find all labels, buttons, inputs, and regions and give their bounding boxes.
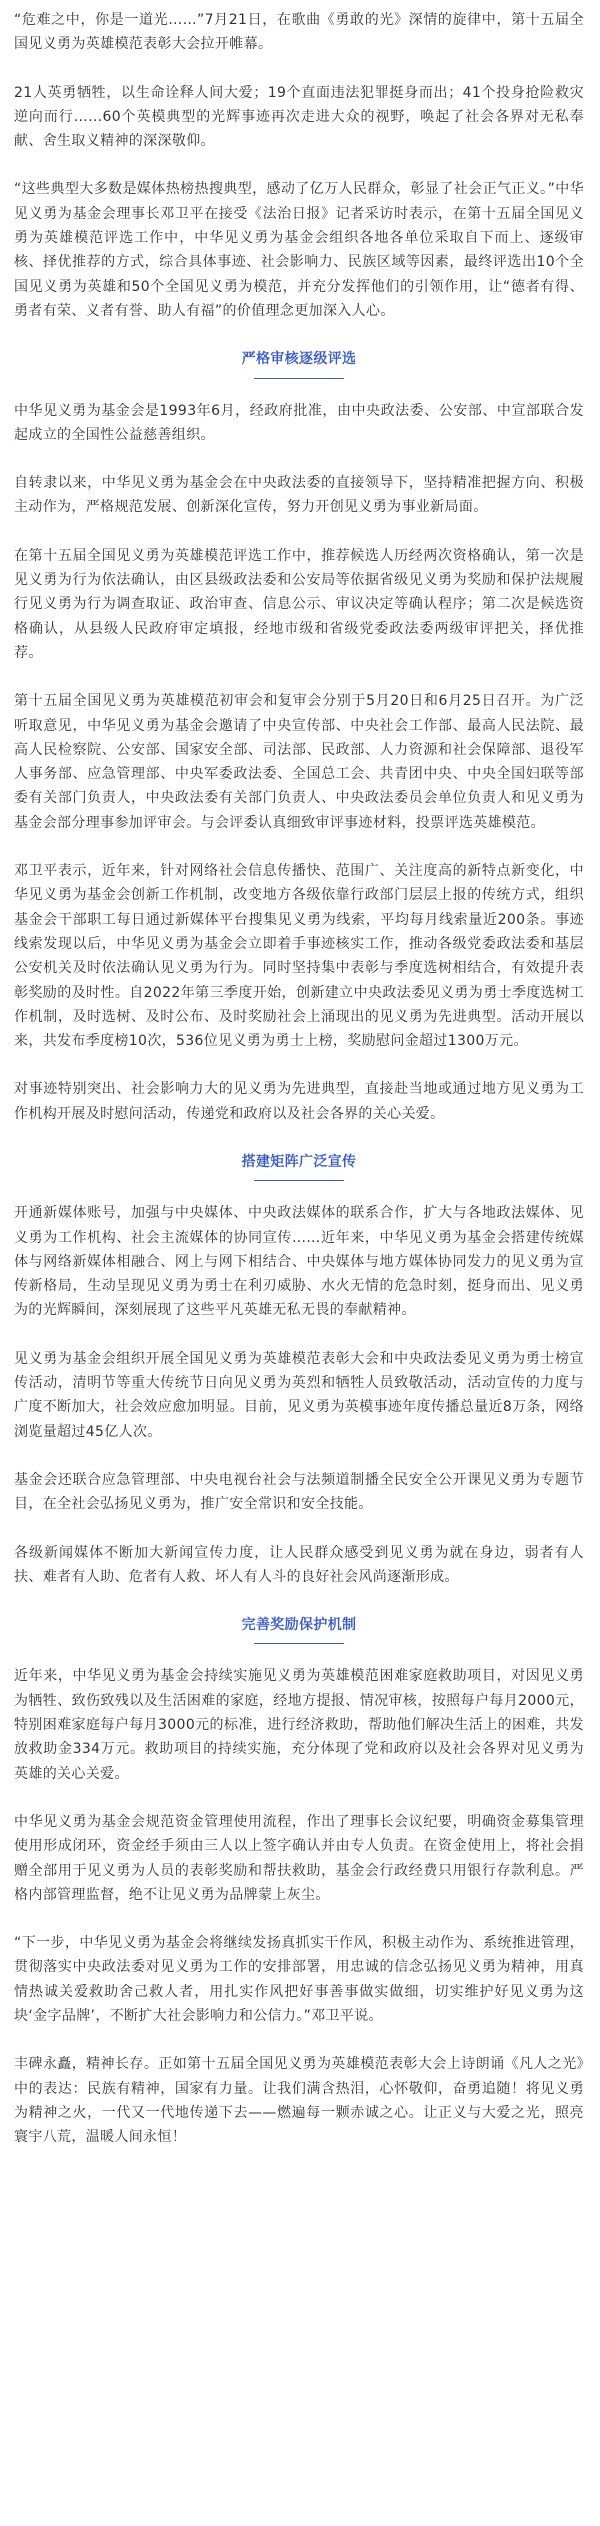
paragraph-casualties: 21人英勇牺牲，以生命诠释人间大爱；19个直面违法犯罪挺身而出；41个投身抢险救灾逆向而行……60个英模典型的光辉事迹再次走进大众的视野，唤起了社会各界对无私奉献、舍生取义精神的深深敬仰。	[14, 84, 584, 150]
paragraph-safety-program: 基金会还联合应急管理部、中央电视台社会与法频道制播全民安全公开课见义勇为专题节目，在全社会弘扬见义勇为，推广安全常识和安全技能。	[14, 1471, 584, 1513]
paragraph-media-matrix: 开通新媒体账号，加强与中央媒体、中央政法媒体的联系合作，扩大与各地政法媒体、见义勇为工作机构、社会主流媒体的协同宣传……近年来，中华见义勇为基金会搭建传统媒体与网络新媒体相融合、网上与网下相结合、中央媒体与地方媒体协同发力的见义勇为宣传新格局，生动呈现见义勇为勇士在利刃威胁、水火无情的危急时刻，挺身而出、见义勇为的光辉瞬间，深刻展现了这些平凡英雄无私无畏的奉献精神。	[14, 1205, 584, 1319]
paragraph-closing: 丰碑永矗，精神长存。正如第十五届全国见义勇为英雄模范表彰大会上诗朗诵《凡人之光》中的表达：民族有精神，国家有力量。让我们满含热泪，心怀敬仰，奋勇追随！将见义勇为精神之火，一代又一代地传递下去——燃遍每一颗赤诚之心。让正义与大爱之光，照亮寰宇八荒，温暖人间永恒！	[14, 2056, 584, 2146]
paragraph-confirmation: 在第十五届全国见义勇为英雄模范评选工作中，推荐候选人历经两次资格确认，第一次是见义勇为行为依法确认，由区县级政法委和公安局等依据省级见义勇为奖励和保护法规履行见义勇为行为调查取证、政治审查、信息公示、审议决定等确认程序；第二次是候选资格确认，从县级人民政府审定填报，经地市级和省级党委政法委两级审评把关，择优推荐。	[14, 547, 584, 661]
paragraph-review-meeting: 第十五届全国见义勇为英雄模范初审会和复审会分别于5月20日和6月25日召开。为广泛听取意见，中华见义勇为基金会邀请了中央宣传部、中央社会工作部、最高人民法院、最高人民检察院、公安部、国家安全部、司法部、民政部、人力资源和社会保障部、退役军人事务部、应急管理部、中央军委政法委、全国总工会、共青团中央、中央全国妇联等部委有关部门负责人，中央政法委有关部门负责人、中央政法委员会单位负责人和见义勇为基金会部分理事参加评审会。与会评委认真细致审评事迹材料，投票评选英雄模范。	[14, 693, 584, 831]
paragraph-visits: 对事迹特别突出、社会影响力大的见义勇为先进典型，直接赴当地或通过地方见义勇为工作机构开展及时慰问活动，传递党和政府以及社会各界的关心关爱。	[14, 1081, 584, 1122]
paragraph-leadership: 自转隶以来，中华见义勇为基金会在中央政法委的直接领导下，坚持精准把握方向、积极主动作为，严格规范发展、创新深化宣传，努力开创见义勇为事业新局面。	[14, 475, 584, 516]
section-heading-protection: 完善奖励保护机制	[14, 1613, 584, 1644]
paragraph-intro: “危难之中，你是一道光……”7月21日，在歌曲《勇敢的光》深情的旋律中，第十五届全国见义勇为英雄模范表彰大会拉开帷幕。	[14, 12, 584, 53]
paragraph-quote: “这些典型大多数是媒体热榜热搜典型，感动了亿万人民群众，彰显了社会正气正义。”中华见义勇为基金会理事长邓卫平在接受《法治日报》记者采访时表示，在第十五届全国见义勇为英雄模范评选工作中，中华见义勇为基金会组织各地各单位采取自下而上、逐级审核、择优推荐的方式，综合具体事迹、社会影响力、民族区域等因素，最终评选出10个全国见义勇为英雄和50个全国见义勇为模范，并充分发挥他们的引领作用，让“德者有得、勇者有荣、义者有誉、助人有福”的价值理念更加深入人心。	[14, 181, 584, 319]
paragraph-relief: 近年来，中华见义勇为基金会持续实施见义勇为英雄模范困难家庭救助项目，对因见义勇为牺牲、致伤致残以及生活困难的家庭，经地方提报、情况审核，按照每户每月2000元，特别困难家庭每户每月3000元的标准，进行经济救助，帮助他们解决生活上的困难，共发放救助金334万元。救助项目的持续实施，充分体现了党和政府以及社会各界对见义勇为英雄的关心关爱。	[14, 1668, 584, 1782]
section-heading-review: 严格审核逐级评选	[14, 347, 584, 378]
paragraph-next-steps: “下一步，中华见义勇为基金会将继续发扬真抓实干作风，积极主动作为、系统推进管理，贯彻落实中央政法委对见义勇为工作的安排部署，用忠诚的信念弘扬见义勇为精神，用真情热诚关爱救助舍己救人者，用扎实作风把好事善事做实做细，切实维护好见义勇为这块‘金字品牌’，不断扩大社会影响力和公信力。”邓卫平说。	[14, 1935, 584, 2024]
paragraph-funds: 中华见义勇为基金会规范资金管理使用流程，作出了理事长会议纪要，明确资金募集管理使用形成闭环，资金经手须由三人以上签字确认并由专人负责。在资金使用上，将社会捐赠全部用于见义勇为人员的表彰奖励和帮扶救助，基金会行政经费只用银行存款利息。严格内部管理监督，绝不让见义勇为品牌蒙上灰尘。	[14, 1813, 584, 1903]
paragraph-news-media: 各级新闻媒体不断加大新闻宣传力度，让人民群众感受到见义勇为就在身边，弱者有人扶、难者有人助、危者有人救、坏人有人斗的良好社会风尚逐渐形成。	[14, 1544, 584, 1585]
paragraph-events: 见义勇为基金会组织开展全国见义勇为英雄模范表彰大会和中央政法委见义勇为勇士榜宣传活动，清明节等重大传统节日向见义勇为英烈和牺牲人员致敬活动，活动宣传的力度与广度不断加大，社会效应愈加明显。目前，见义勇为英模事迹年度传播总量近8万条，网络浏览量超过45亿人次。	[14, 1350, 584, 1440]
paragraph-mechanism: 邓卫平表示，近年来，针对网络社会信息传播快、范围广、关注度高的新特点新变化，中华见义勇为基金会创新工作机制，改变地方各级依靠行政部门层层上报的传统方式，组织基金会干部职工每日通过新媒体平台搜集见义勇为线索，平均每月线索量近200条。事迹线索发现以后，中华见义勇为基金会立即着手事迹核实工作，推动各级党委政法委和基层公安机关及时依法确认见义勇为行为。同时坚持集中表彰与季度选树相结合，有效提升表彰奖励的及时性。自2022年第三季度开始，创新建立中央政法委见义勇为勇士季度选树工作机制，及时选树、及时公布、及时奖励社会上涌现出的见义勇为先进典型。活动开展以来，共发布季度榜10次，536位见义勇为勇士上榜，奖励慰问金超过1300万元。	[14, 863, 584, 1050]
paragraph-foundation: 中华见义勇为基金会是1993年6月，经政府批准，由中央政法委、公安部、中宣部联合发起成立的全国性公益慈善组织。	[14, 402, 584, 443]
section-heading-publicity: 搭建矩阵广泛宣传	[14, 1150, 584, 1181]
